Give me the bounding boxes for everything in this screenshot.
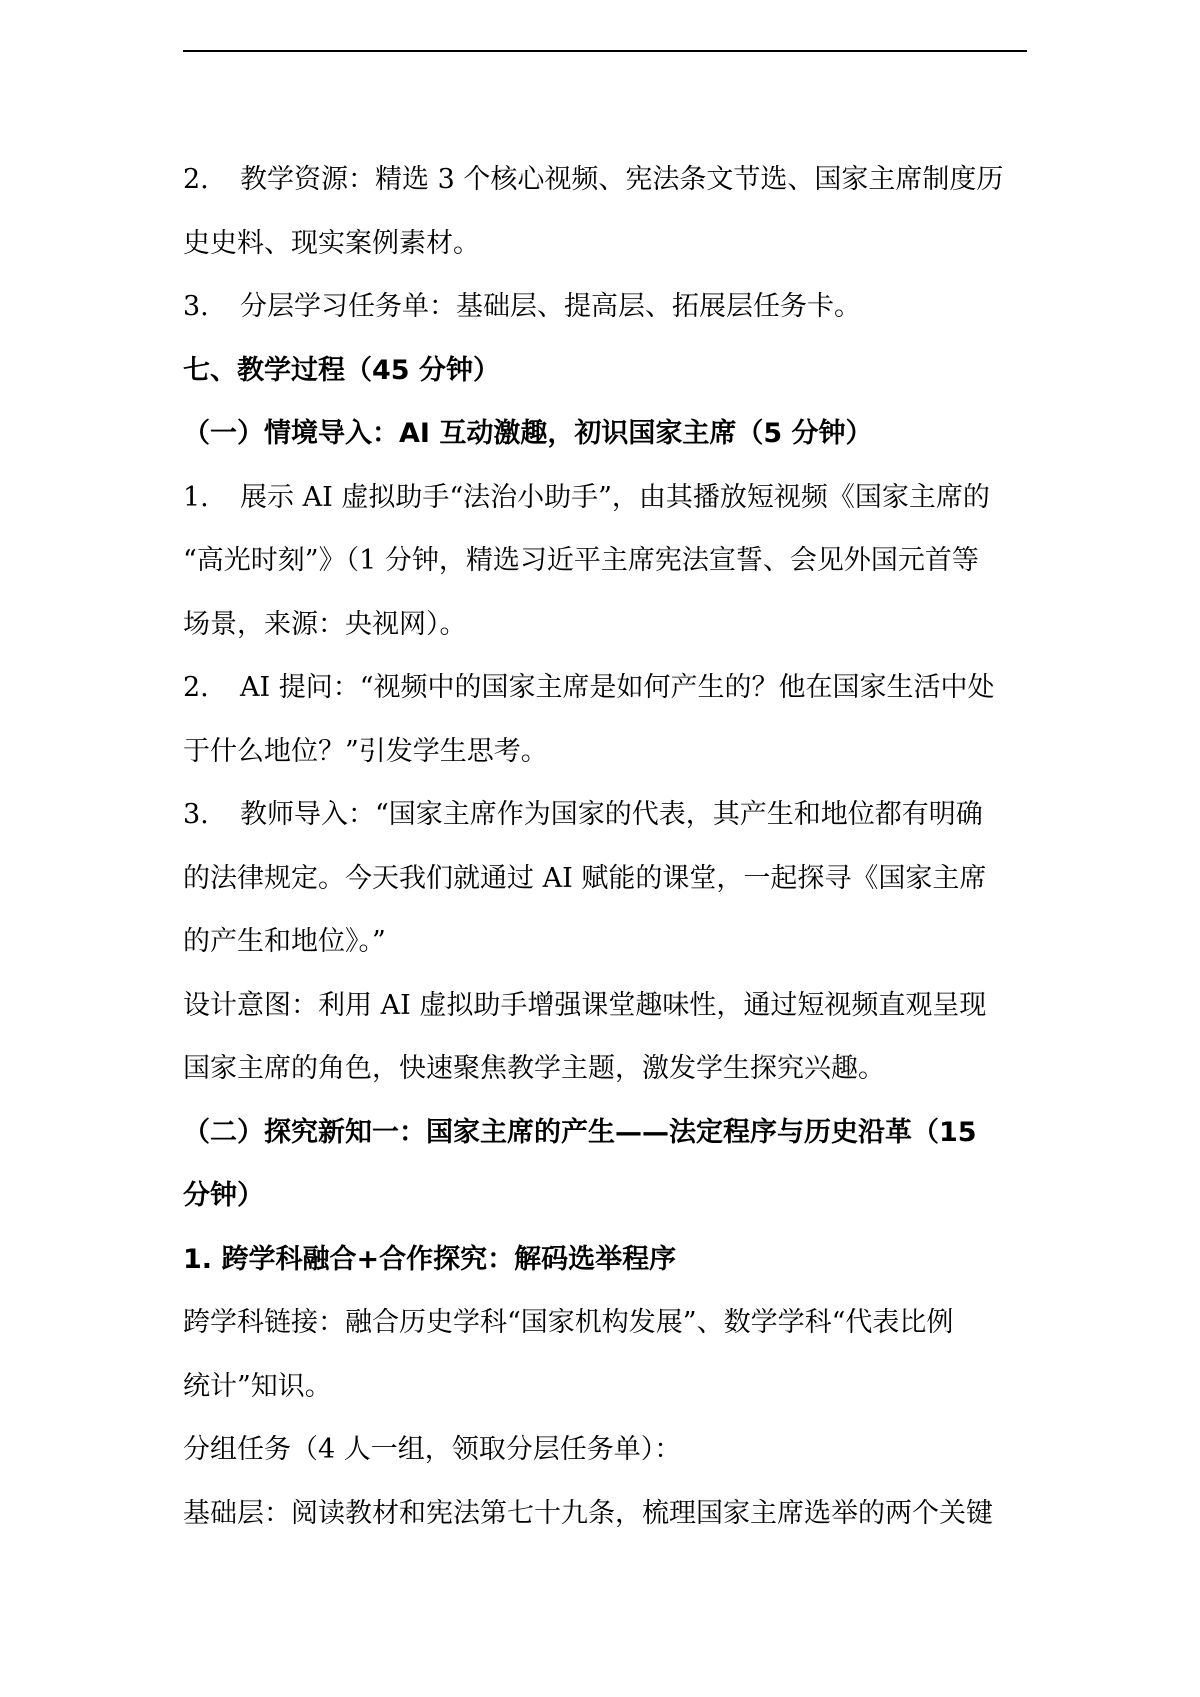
text-line-19 bbox=[183, 1291, 1033, 1355]
header-rule bbox=[183, 50, 1027, 52]
line-text: 分组任务（4 人一组，领取分层任务单）： bbox=[183, 1434, 682, 1465]
line-text: 场景，来源：央视网）。 bbox=[183, 608, 467, 640]
text-line-22 bbox=[183, 1482, 1033, 1546]
text-line-1 bbox=[183, 148, 1033, 212]
text-line-15 bbox=[183, 1037, 1033, 1101]
subsection-heading bbox=[183, 1101, 1033, 1165]
text-line-7 bbox=[183, 529, 1033, 593]
line-text: 统计”知识。 bbox=[183, 1370, 332, 1402]
text-line-12 bbox=[183, 847, 1033, 911]
line-text: （一）情境导入：AI 互动激趣，初识国家主席（5 分钟） bbox=[183, 418, 873, 449]
list-number: 2. bbox=[183, 672, 209, 703]
text-line-10 bbox=[183, 720, 1033, 784]
list-number: 2. bbox=[183, 164, 209, 195]
line-text: 跨学科链接：融合历史学科“国家机构发展”、数学学科“代表比例 bbox=[183, 1307, 954, 1338]
text-line-13 bbox=[183, 910, 1033, 974]
line-text: “高光时刻”》（1 分钟，精选习近平主席宪法宣誓、会见外国元首等 bbox=[183, 545, 979, 576]
line-text: 国家主席的角色，快速聚焦教学主题，激发学生探究兴趣。 bbox=[183, 1053, 885, 1084]
text-line-11 bbox=[183, 783, 1033, 847]
line-text: 于什么地位？”引发学生思考。 bbox=[183, 735, 548, 767]
line-text: 基础层：阅读教材和宪法第七十九条，梳理国家主席选举的两个关键 bbox=[183, 1497, 993, 1529]
subsection-heading bbox=[183, 402, 1033, 466]
line-text: 设计意图：利用 AI 虚拟助手增强课堂趣味性，通过短视频直观呈现 bbox=[183, 989, 987, 1021]
line-text: 教师导入：“国家主席作为国家的代表，其产生和地位都有明确 bbox=[240, 799, 983, 830]
line-text: 分钟） bbox=[183, 1180, 264, 1211]
line-text: 1. 跨学科融合+合作探究：解码选举程序 bbox=[183, 1243, 677, 1275]
text-line-8 bbox=[183, 593, 1033, 657]
line-text: 展示 AI 虚拟助手“法治小助手”，由其播放短视频《国家主席的 bbox=[240, 481, 990, 513]
list-number: 3. bbox=[183, 799, 209, 830]
line-text: AI 提问：“视频中的国家主席是如何产生的？他在国家生活中处 bbox=[240, 672, 995, 703]
document-body bbox=[183, 148, 1033, 1545]
section-heading bbox=[183, 339, 1033, 403]
line-text: 分层学习任务单：基础层、提高层、拓展层任务卡。 bbox=[240, 291, 861, 322]
text-line-14 bbox=[183, 974, 1033, 1038]
text-line-2 bbox=[183, 212, 1033, 276]
text-line-21 bbox=[183, 1418, 1033, 1482]
text-line-6 bbox=[183, 466, 1033, 530]
line-text: 的法律规定。今天我们就通过 AI 赋能的课堂，一起探寻《国家主席 bbox=[183, 862, 987, 894]
text-line-3 bbox=[183, 275, 1033, 339]
list-number: 1. bbox=[183, 481, 209, 513]
text-line-9 bbox=[183, 656, 1033, 720]
activity-heading bbox=[183, 1228, 1033, 1292]
subsection-heading-cont bbox=[183, 1164, 1033, 1228]
line-text: 史史料、现实案例素材。 bbox=[183, 227, 480, 259]
line-text: （二）探究新知一：国家主席的产生——法定程序与历史沿革（15 bbox=[183, 1116, 977, 1148]
line-text: 教学资源：精选 3 个核心视频、宪法条文节选、国家主席制度历 bbox=[240, 164, 1004, 195]
line-text: 的产生和地位》。” bbox=[183, 926, 386, 957]
line-text: 七、教学过程（45 分钟） bbox=[183, 354, 500, 386]
text-line-20 bbox=[183, 1355, 1033, 1419]
list-number: 3. bbox=[183, 291, 209, 322]
